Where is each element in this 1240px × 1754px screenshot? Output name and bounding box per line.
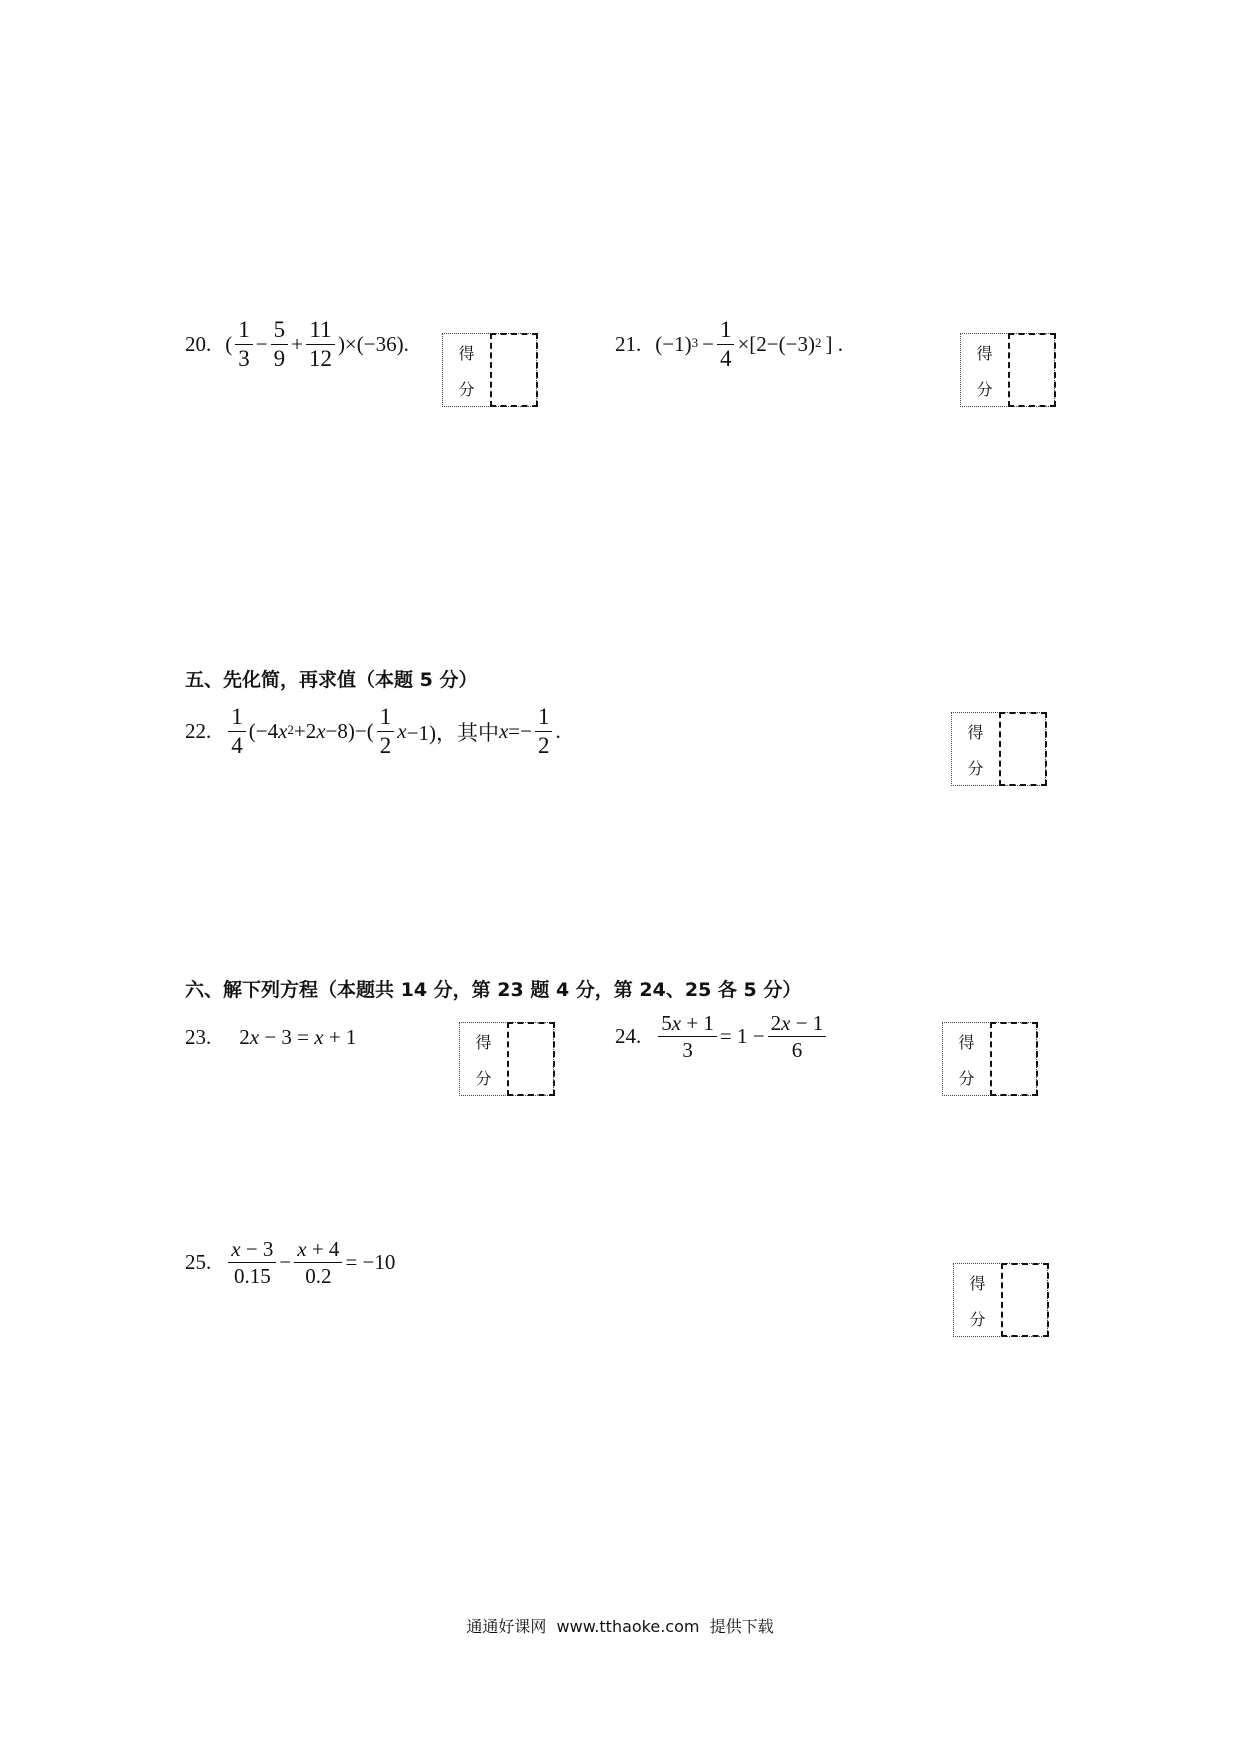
expression: (−1) [655,332,692,357]
expression: ×[2−(−3) [737,332,815,357]
fraction: $\frac{11}{12}$ [306,318,335,371]
exponent: 2 [287,721,294,737]
score-label-top: 得 [969,1273,986,1293]
fraction: $\frac{1}{4}$ [717,318,735,371]
variable: x [278,719,288,744]
expression: −8)−( [325,719,374,744]
exponent: 3 [691,334,699,350]
operator: + [291,332,303,357]
fraction: $\frac{1}{3}$ [235,318,253,371]
fraction: $\frac{1}{2}$ [535,705,553,758]
section-heading: 五、先化简，再求值（本题 5 分） [185,669,478,691]
score-box [953,1263,1048,1337]
score-box [442,333,537,407]
score-input-area[interactable] [1001,1263,1049,1337]
score-input-area[interactable] [490,333,538,407]
score-label-top: 得 [976,343,993,363]
fraction: $\frac{1}{2}$ [377,705,395,758]
score-label-top: 得 [475,1032,492,1052]
expression: 2 [239,1025,250,1049]
score-label-bottom: 分 [969,1309,986,1329]
exponent: 2 [814,334,822,350]
fraction: $\frac{x - 3}{0.15}$ [228,1238,276,1287]
question-20 [185,318,409,371]
score-label-top: 得 [967,722,984,742]
operator: − [702,332,714,357]
expression: (−4 [248,719,279,744]
score-box [960,333,1055,407]
period: . [555,719,561,744]
score-label-bottom: 分 [475,1068,492,1088]
question-24 [615,1012,829,1061]
question-number: 24. [615,1024,642,1049]
variable: x [498,719,509,744]
score-input-area[interactable] [990,1022,1038,1096]
score-input-area[interactable] [1008,333,1056,407]
score-box [951,712,1046,786]
variable: x [316,719,326,744]
variable: x [249,1025,260,1049]
fraction: $\frac{5}{9}$ [271,318,289,371]
expression-tail: ] . [825,332,843,357]
score-box [942,1022,1037,1096]
question-number: 22. [185,719,212,744]
score-box [459,1022,554,1096]
question-number: 25. [185,1250,212,1275]
score-label-top: 得 [458,343,475,363]
question-number: 21. [615,332,642,357]
expression: +2 [293,719,317,744]
score-label-top: 得 [958,1032,975,1052]
variable: x [397,719,407,744]
footer-credit: 通通好课网 www.tthaoke.com 提供下载 [466,1617,774,1636]
question-23 [185,1025,356,1050]
operator: − [279,1250,292,1275]
score-label-bottom: 分 [958,1068,975,1088]
variable: x [314,1025,324,1049]
fraction: $\frac{5x + 1}{3}$ [658,1012,717,1061]
question-25 [185,1238,395,1287]
score-input-area[interactable] [999,712,1047,786]
operator: − [255,332,268,357]
expression: −1)，其中 [406,720,499,745]
fraction: $\frac{x + 4}{0.2}$ [294,1238,342,1287]
expression: =− [508,719,532,744]
paren: ( [225,332,233,357]
score-label-bottom: 分 [967,758,984,778]
expression-tail: )×(−36). [337,332,409,357]
score-input-area[interactable] [507,1022,555,1096]
question-number: 23. [185,1025,212,1049]
section-heading: 六、解下列方程（本题共 14 分，第 23 题 4 分，第 24、25 各 5 分） [185,979,802,1001]
score-label-bottom: 分 [458,379,475,399]
expression: = 1 − [719,1024,765,1049]
expression: + 1 [323,1025,357,1049]
score-label-bottom: 分 [976,379,993,399]
question-number: 20. [185,332,212,357]
question-21 [615,318,843,371]
expression: − 3 = [259,1025,315,1049]
fraction: $\frac{2x - 1}{6}$ [768,1012,827,1061]
expression: = −10 [345,1250,396,1275]
question-22 [185,705,561,758]
fraction: $\frac{1}{4}$ [228,705,246,758]
